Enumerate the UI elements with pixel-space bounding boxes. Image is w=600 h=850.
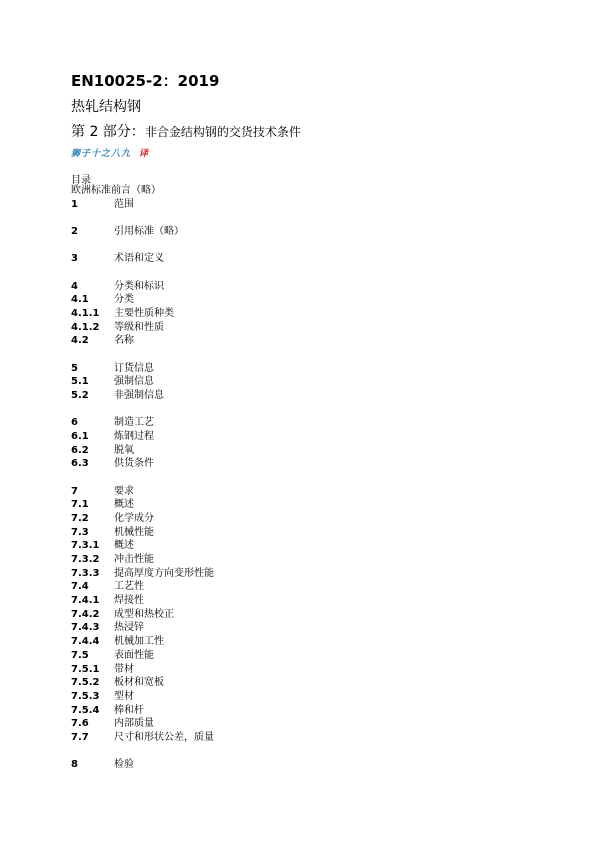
part-text: 非合金结构钢的交货技术条件 xyxy=(144,125,301,139)
toc-entry xyxy=(71,690,551,704)
toc-entry xyxy=(71,389,551,403)
toc-entry-text: 热浸锌 xyxy=(114,622,144,634)
toc-entry xyxy=(71,526,551,540)
toc-entry xyxy=(71,635,551,649)
toc-entry-text: 订货信息 xyxy=(114,362,154,374)
toc-entry xyxy=(71,704,551,718)
toc-entry xyxy=(71,375,551,389)
toc-entry xyxy=(71,198,551,212)
toc-entry-text: 概述 xyxy=(114,499,134,511)
toc-entry xyxy=(71,594,551,608)
toc-entry xyxy=(71,362,551,376)
toc-entry xyxy=(71,676,551,690)
toc-entry-text: 机械加工性 xyxy=(114,636,164,648)
toc-entry xyxy=(71,512,551,526)
toc-entry-text: 表面性能 xyxy=(114,649,154,661)
toc-entry xyxy=(71,252,551,266)
toc-entry-number: 7.4.1 xyxy=(71,595,100,607)
document-subtitle: 热轧结构钢 xyxy=(71,99,141,115)
toc-entry-text: 分类 xyxy=(114,294,134,306)
toc-entry xyxy=(71,567,551,581)
toc-entry-number: 6 xyxy=(71,417,78,429)
part-label: 第 2 部分： xyxy=(71,124,145,140)
toc-entry-number: 7.3.3 xyxy=(71,567,100,579)
toc-entry-number: 5.1 xyxy=(71,376,89,388)
toc-entry xyxy=(71,717,551,731)
toc-entry-text: 焊接性 xyxy=(114,595,144,607)
toc-entry-text: 提高厚度方向变形性能 xyxy=(114,567,214,579)
toc-entry-number: 5 xyxy=(71,362,78,374)
toc-entry xyxy=(71,321,551,335)
toc-entry-text: 主要性质种类 xyxy=(114,307,174,319)
toc-entry xyxy=(71,621,551,635)
toc-entry-number: 6.1 xyxy=(71,430,89,442)
toc-entry-text: 制造工艺 xyxy=(114,417,154,429)
toc-entry-text: 工艺性 xyxy=(114,581,144,593)
toc-entry-text: 等级和性质 xyxy=(114,321,164,333)
toc-entry-text: 型材 xyxy=(114,690,134,702)
signature-name: 译 xyxy=(139,149,150,159)
toc-entry-number: 7.4.2 xyxy=(71,608,100,620)
toc-entry xyxy=(71,444,551,458)
toc-entry-number: 3 xyxy=(71,253,78,265)
toc-entry-number: 7.5.2 xyxy=(71,677,100,689)
toc-entry-text: 供货条件 xyxy=(114,458,154,470)
signature-prefix: 狮子十之八九 xyxy=(71,149,132,159)
toc-entry xyxy=(71,280,551,294)
toc-entry-number: 7.3.1 xyxy=(71,540,100,552)
toc-entry-number: 6.2 xyxy=(71,444,89,456)
toc-entry-text: 棒和杆 xyxy=(114,704,144,716)
toc-entry-number: 4 xyxy=(71,280,78,292)
toc-entry xyxy=(71,553,551,567)
toc-entry xyxy=(71,430,551,444)
toc-entry xyxy=(71,416,551,430)
toc-entry-text: 尺寸和形状公差，质量 xyxy=(114,731,214,743)
toc-entry-number: 7.5 xyxy=(71,649,89,661)
toc-entry-number: 7.4 xyxy=(71,581,89,593)
toc-entry-text: 机械性能 xyxy=(114,526,154,538)
toc-entry-text: 炼钢过程 xyxy=(114,430,154,442)
toc-entry-text: 带材 xyxy=(114,663,134,675)
toc-entry-number: 4.2 xyxy=(71,335,89,347)
toc-entry-text: 强制信息 xyxy=(114,376,154,388)
toc-entry-number: 7.7 xyxy=(71,731,89,743)
toc-entry xyxy=(71,293,551,307)
toc-entry-number: 7.5.4 xyxy=(71,704,100,716)
toc-entry-text: 引用标准（略） xyxy=(114,225,184,237)
toc-entry-number: 5.2 xyxy=(71,389,89,401)
toc-entry xyxy=(71,608,551,622)
toc-entry-text: 欧洲标准前言（略） xyxy=(71,185,161,196)
toc-entry-number: 1 xyxy=(71,198,78,210)
toc-entry xyxy=(71,184,551,198)
toc-entry-number: 7 xyxy=(71,485,78,497)
toc-entry xyxy=(71,580,551,594)
toc-entry-text: 成型和热校正 xyxy=(114,608,174,620)
toc-entry xyxy=(71,498,551,512)
toc-entry-number: 6.3 xyxy=(71,458,89,470)
toc-entry-number: 7.1 xyxy=(71,499,89,511)
toc-entry-text: 分类和标识 xyxy=(114,280,164,292)
toc-entry-number: 8 xyxy=(71,759,78,771)
toc-entry-number: 7.4.4 xyxy=(71,636,100,648)
toc-entry-text: 范围 xyxy=(114,198,134,210)
toc-entry-text: 名称 xyxy=(114,335,134,347)
document-title: EN10025-2：2019 xyxy=(71,72,220,90)
toc-entry-number: 4.1.1 xyxy=(71,307,100,319)
toc-entry xyxy=(71,225,551,239)
toc-entry xyxy=(71,649,551,663)
toc-entry xyxy=(71,539,551,553)
toc-entry-number: 7.5.1 xyxy=(71,663,100,675)
toc-entry-text: 脱氧 xyxy=(114,444,134,456)
part-title xyxy=(71,121,301,141)
toc-entry-text: 冲击性能 xyxy=(114,554,154,565)
toc-entry xyxy=(71,457,551,471)
toc-entry-number: 7.5.3 xyxy=(71,690,100,702)
translator-signature xyxy=(71,146,149,159)
toc-entry-number: 7.6 xyxy=(71,718,89,730)
toc-entry-text: 非强制信息 xyxy=(114,389,164,401)
toc-entry-text: 要求 xyxy=(114,485,134,497)
toc-entry-text: 板材和宽板 xyxy=(114,677,164,689)
toc-heading: 目录 xyxy=(71,175,91,186)
toc-entry-text: 检验 xyxy=(114,759,134,771)
toc-entry-number: 7.3 xyxy=(71,526,89,538)
toc-entry-text: 内部质量 xyxy=(114,718,154,730)
toc-entry-text: 化学成分 xyxy=(114,512,154,524)
toc-entry xyxy=(71,307,551,321)
toc-entry-number: 7.2 xyxy=(71,512,89,524)
toc-entry xyxy=(71,485,551,499)
toc-entry-number: 4.1 xyxy=(71,294,89,306)
toc-list xyxy=(71,184,551,772)
toc-entry-number: 2 xyxy=(71,225,78,237)
toc-entry-number: 7.3.2 xyxy=(71,554,100,565)
toc-entry-number: 4.1.2 xyxy=(71,321,100,333)
toc-entry xyxy=(71,663,551,677)
toc-entry xyxy=(71,334,551,348)
toc-entry-text: 术语和定义 xyxy=(114,253,164,265)
toc-entry xyxy=(71,731,551,745)
toc-entry xyxy=(71,758,551,772)
toc-entry-number: 7.4.3 xyxy=(71,622,100,634)
toc-entry-text: 概述 xyxy=(114,540,134,552)
